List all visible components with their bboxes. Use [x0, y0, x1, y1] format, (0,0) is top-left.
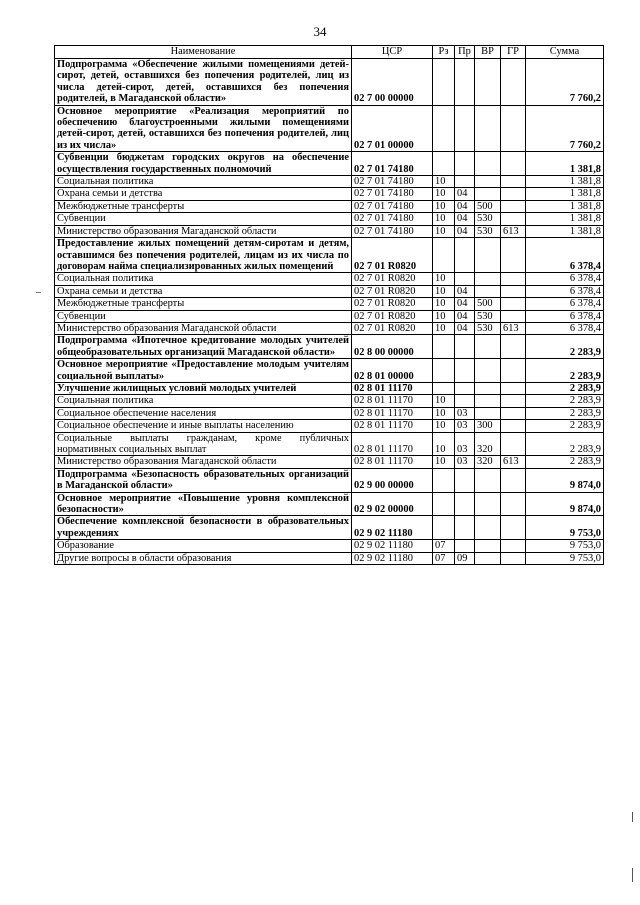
table-row	[55, 152, 604, 176]
cell-sum: 6 378,4	[526, 285, 604, 297]
cell-vr: 530	[475, 225, 501, 237]
cell-rz: 10	[433, 200, 455, 212]
cell-name: Подпрограмма «Ипотечное кредитование молодых учителей общеобразовательных организаций Магаданской области»	[55, 335, 352, 359]
cell-csr: 02 7 01 74180	[352, 188, 433, 200]
cell-vr	[475, 516, 501, 540]
cell-sum: 1 381,8	[526, 188, 604, 200]
edge-mark	[632, 812, 633, 822]
cell-csr: 02 7 01 R0820	[352, 285, 433, 297]
cell-gr	[501, 176, 526, 188]
cell-csr: 02 7 01 74180	[352, 200, 433, 212]
cell-name: Другие вопросы в области образования	[55, 552, 352, 564]
cell-name: Министерство образования Магаданской области	[55, 322, 352, 334]
cell-pr: 04	[455, 200, 475, 212]
cell-sum: 2 283,9	[526, 432, 604, 456]
cell-rz	[433, 468, 455, 492]
table-row	[55, 432, 604, 456]
cell-rz: 10	[433, 298, 455, 310]
cell-name: Социальное обеспечение и иные выплаты населению	[55, 420, 352, 432]
cell-name: Социальные выплаты гражданам, кроме публичных нормативных социальных выплат	[55, 432, 352, 456]
cell-pr	[455, 152, 475, 176]
cell-sum: 9 753,0	[526, 552, 604, 564]
cell-rz: 10	[433, 395, 455, 407]
cell-csr: 02 8 01 11170	[352, 456, 433, 468]
cell-pr: 03	[455, 407, 475, 419]
cell-name: Подпрограмма «Безопасность образовательных организаций в Магаданской области»	[55, 468, 352, 492]
cell-pr	[455, 540, 475, 552]
cell-vr	[475, 105, 501, 152]
cell-vr: 530	[475, 322, 501, 334]
cell-pr	[455, 59, 475, 106]
cell-rz: 10	[433, 176, 455, 188]
edge-mark	[632, 868, 633, 882]
cell-name: Субвенции бюджетам городских округов на обеспечение осуществления государственных полномочий	[55, 152, 352, 176]
cell-csr: 02 9 00 00000	[352, 468, 433, 492]
cell-pr	[455, 395, 475, 407]
cell-vr: 300	[475, 420, 501, 432]
cell-vr	[475, 552, 501, 564]
table-header-row	[55, 46, 604, 59]
table-row	[55, 238, 604, 273]
table-row	[55, 552, 604, 564]
table-row	[55, 188, 604, 200]
cell-name: Социальная политика	[55, 395, 352, 407]
cell-pr: 04	[455, 213, 475, 225]
cell-vr	[475, 285, 501, 297]
cell-name: Социальное обеспечение населения	[55, 407, 352, 419]
cell-name: Образование	[55, 540, 352, 552]
cell-name: Предоставление жилых помещений детям-сиротам и детям, оставшимся без попечения родителей, лицам из их числа по договорам найма специализированных жилых помещений	[55, 238, 352, 273]
cell-rz: 10	[433, 420, 455, 432]
cell-pr: 04	[455, 298, 475, 310]
cell-gr: 613	[501, 456, 526, 468]
cell-csr: 02 7 01 74180	[352, 176, 433, 188]
cell-vr: 530	[475, 213, 501, 225]
cell-gr	[501, 200, 526, 212]
cell-rz: 10	[433, 225, 455, 237]
cell-csr: 02 7 01 74180	[352, 213, 433, 225]
cell-rz: 10	[433, 456, 455, 468]
cell-pr: 04	[455, 188, 475, 200]
cell-vr: 530	[475, 310, 501, 322]
cell-gr	[501, 395, 526, 407]
cell-sum: 6 378,4	[526, 298, 604, 310]
cell-gr	[501, 152, 526, 176]
cell-name: Охрана семьи и детства	[55, 188, 352, 200]
cell-gr	[501, 59, 526, 106]
cell-gr	[501, 420, 526, 432]
table-row	[55, 213, 604, 225]
cell-pr: 04	[455, 322, 475, 334]
cell-csr: 02 8 01 11170	[352, 382, 433, 394]
cell-pr	[455, 273, 475, 285]
cell-gr	[501, 298, 526, 310]
cell-name: Улучшение жилищных условий молодых учителей	[55, 382, 352, 394]
cell-csr: 02 7 01 R0820	[352, 310, 433, 322]
cell-vr	[475, 382, 501, 394]
cell-sum: 1 381,8	[526, 225, 604, 237]
cell-sum: 1 381,8	[526, 152, 604, 176]
cell-gr	[501, 516, 526, 540]
cell-name: Социальная политика	[55, 273, 352, 285]
cell-name: Субвенции	[55, 213, 352, 225]
cell-csr: 02 7 01 R0820	[352, 322, 433, 334]
table-row	[55, 420, 604, 432]
cell-sum: 2 283,9	[526, 407, 604, 419]
cell-gr	[501, 310, 526, 322]
cell-pr	[455, 516, 475, 540]
cell-gr	[501, 407, 526, 419]
cell-csr: 02 8 01 11170	[352, 420, 433, 432]
cell-rz: 10	[433, 273, 455, 285]
cell-rz	[433, 516, 455, 540]
cell-sum: 7 760,2	[526, 105, 604, 152]
cell-pr: 04	[455, 225, 475, 237]
cell-gr	[501, 468, 526, 492]
cell-sum: 7 760,2	[526, 59, 604, 106]
cell-gr	[501, 432, 526, 456]
cell-name: Министерство образования Магаданской области	[55, 456, 352, 468]
cell-gr	[501, 285, 526, 297]
budget-table	[54, 45, 604, 565]
table-row	[55, 105, 604, 152]
table-row	[55, 468, 604, 492]
cell-vr	[475, 59, 501, 106]
cell-csr: 02 9 02 11180	[352, 516, 433, 540]
cell-name: Подпрограмма «Обеспечение жилыми помещениями детей-сирот, детей, оставшихся без попечения родителей, лиц из числа детей-сирот, детей, оставшихся без попечения родителей, в Магаданской области»	[55, 59, 352, 106]
page-number: 34	[313, 24, 327, 39]
cell-csr: 02 9 02 11180	[352, 540, 433, 552]
cell-csr: 02 8 01 11170	[352, 407, 433, 419]
cell-sum: 2 283,9	[526, 382, 604, 394]
cell-gr	[501, 188, 526, 200]
cell-csr: 02 8 01 11170	[352, 395, 433, 407]
cell-vr	[475, 335, 501, 359]
cell-csr: 02 7 01 00000	[352, 105, 433, 152]
cell-rz: 10	[433, 188, 455, 200]
cell-name: Социальная политика	[55, 176, 352, 188]
cell-sum: 9 753,0	[526, 540, 604, 552]
cell-vr	[475, 188, 501, 200]
cell-csr: 02 9 02 00000	[352, 492, 433, 516]
cell-rz: 10	[433, 432, 455, 456]
cell-csr: 02 7 01 R0820	[352, 298, 433, 310]
header-gr: ГР	[501, 46, 526, 59]
table-row	[55, 225, 604, 237]
table-row	[55, 322, 604, 334]
cell-pr: 03	[455, 420, 475, 432]
cell-vr: 320	[475, 432, 501, 456]
header-rz: Рз	[433, 46, 455, 59]
cell-name: Основное мероприятие «Повышение уровня комплексной безопасности»	[55, 492, 352, 516]
cell-vr: 500	[475, 200, 501, 212]
table-row	[55, 382, 604, 394]
cell-vr: 500	[475, 298, 501, 310]
cell-pr	[455, 176, 475, 188]
cell-pr	[455, 105, 475, 152]
cell-gr	[501, 335, 526, 359]
table-row	[55, 456, 604, 468]
table-row	[55, 516, 604, 540]
cell-rz	[433, 492, 455, 516]
cell-rz: 10	[433, 285, 455, 297]
cell-gr	[501, 540, 526, 552]
table-row	[55, 200, 604, 212]
cell-name: Основное мероприятие «Предоставление молодым учителям социальной выплаты»	[55, 359, 352, 383]
cell-gr	[501, 238, 526, 273]
cell-sum: 9 874,0	[526, 492, 604, 516]
cell-pr: 09	[455, 552, 475, 564]
cell-name: Обеспечение комплексной безопасности в образовательных учреждениях	[55, 516, 352, 540]
cell-vr	[475, 176, 501, 188]
cell-csr: 02 7 01 R0820	[352, 238, 433, 273]
cell-sum: 2 283,9	[526, 335, 604, 359]
cell-rz	[433, 59, 455, 106]
cell-sum: 1 381,8	[526, 200, 604, 212]
cell-rz	[433, 359, 455, 383]
cell-name: Межбюджетные трансферты	[55, 200, 352, 212]
cell-gr	[501, 213, 526, 225]
cell-gr	[501, 359, 526, 383]
cell-name: Основное мероприятие «Реализация мероприятий по обеспечению благоустроенными жилыми помещениями детей-сирот, детей, оставшихся без попечения родителей, лиц из их числа»	[55, 105, 352, 152]
cell-name: Министерство образования Магаданской области	[55, 225, 352, 237]
cell-gr	[501, 105, 526, 152]
cell-vr	[475, 238, 501, 273]
table-row	[55, 540, 604, 552]
cell-gr: 613	[501, 322, 526, 334]
cell-sum: 9 753,0	[526, 516, 604, 540]
cell-sum: 9 874,0	[526, 468, 604, 492]
cell-csr: 02 9 02 11180	[352, 552, 433, 564]
cell-pr	[455, 382, 475, 394]
cell-csr: 02 7 01 R0820	[352, 273, 433, 285]
cell-pr	[455, 238, 475, 273]
cell-sum: 6 378,4	[526, 273, 604, 285]
margin-mark	[36, 292, 41, 293]
cell-sum: 2 283,9	[526, 420, 604, 432]
cell-rz	[433, 105, 455, 152]
cell-sum: 1 381,8	[526, 176, 604, 188]
cell-vr	[475, 152, 501, 176]
cell-pr: 04	[455, 310, 475, 322]
table-row	[55, 59, 604, 106]
table-row	[55, 395, 604, 407]
table-row	[55, 310, 604, 322]
cell-rz: 10	[433, 213, 455, 225]
cell-pr	[455, 468, 475, 492]
header-name: Наименование	[55, 46, 352, 59]
cell-gr	[501, 382, 526, 394]
table-row	[55, 407, 604, 419]
header-sum: Сумма	[526, 46, 604, 59]
cell-vr	[475, 540, 501, 552]
cell-vr: 320	[475, 456, 501, 468]
cell-gr: 613	[501, 225, 526, 237]
cell-sum: 6 378,4	[526, 310, 604, 322]
cell-csr: 02 8 01 11170	[352, 432, 433, 456]
cell-gr	[501, 273, 526, 285]
cell-sum: 2 283,9	[526, 395, 604, 407]
cell-vr	[475, 395, 501, 407]
cell-pr	[455, 359, 475, 383]
cell-vr	[475, 273, 501, 285]
cell-csr: 02 8 01 00000	[352, 359, 433, 383]
cell-sum: 2 283,9	[526, 359, 604, 383]
table-row	[55, 176, 604, 188]
cell-rz: 10	[433, 407, 455, 419]
cell-vr	[475, 468, 501, 492]
table-row	[55, 359, 604, 383]
cell-sum: 2 283,9	[526, 456, 604, 468]
cell-name: Субвенции	[55, 310, 352, 322]
cell-pr: 03	[455, 432, 475, 456]
table-row	[55, 492, 604, 516]
cell-vr	[475, 492, 501, 516]
cell-sum: 6 378,4	[526, 322, 604, 334]
cell-rz	[433, 238, 455, 273]
cell-name: Межбюджетные трансферты	[55, 298, 352, 310]
table-row	[55, 335, 604, 359]
cell-rz: 10	[433, 322, 455, 334]
cell-pr: 03	[455, 456, 475, 468]
cell-pr	[455, 335, 475, 359]
header-csr: ЦСР	[352, 46, 433, 59]
cell-csr: 02 7 01 74180	[352, 225, 433, 237]
cell-rz	[433, 382, 455, 394]
cell-csr: 02 7 00 00000	[352, 59, 433, 106]
header-vr: ВР	[475, 46, 501, 59]
cell-gr	[501, 492, 526, 516]
table-body	[55, 59, 604, 565]
cell-pr	[455, 492, 475, 516]
cell-vr	[475, 359, 501, 383]
cell-rz	[433, 152, 455, 176]
cell-rz: 07	[433, 552, 455, 564]
cell-name: Охрана семьи и детства	[55, 285, 352, 297]
cell-rz: 10	[433, 310, 455, 322]
header-pr: Пр	[455, 46, 475, 59]
cell-sum: 1 381,8	[526, 213, 604, 225]
cell-vr	[475, 407, 501, 419]
table-row	[55, 273, 604, 285]
cell-sum: 6 378,4	[526, 238, 604, 273]
cell-gr	[501, 552, 526, 564]
cell-rz	[433, 335, 455, 359]
cell-pr: 04	[455, 285, 475, 297]
cell-csr: 02 7 01 74180	[352, 152, 433, 176]
cell-csr: 02 8 00 00000	[352, 335, 433, 359]
table-row	[55, 298, 604, 310]
table-row	[55, 285, 604, 297]
cell-rz: 07	[433, 540, 455, 552]
